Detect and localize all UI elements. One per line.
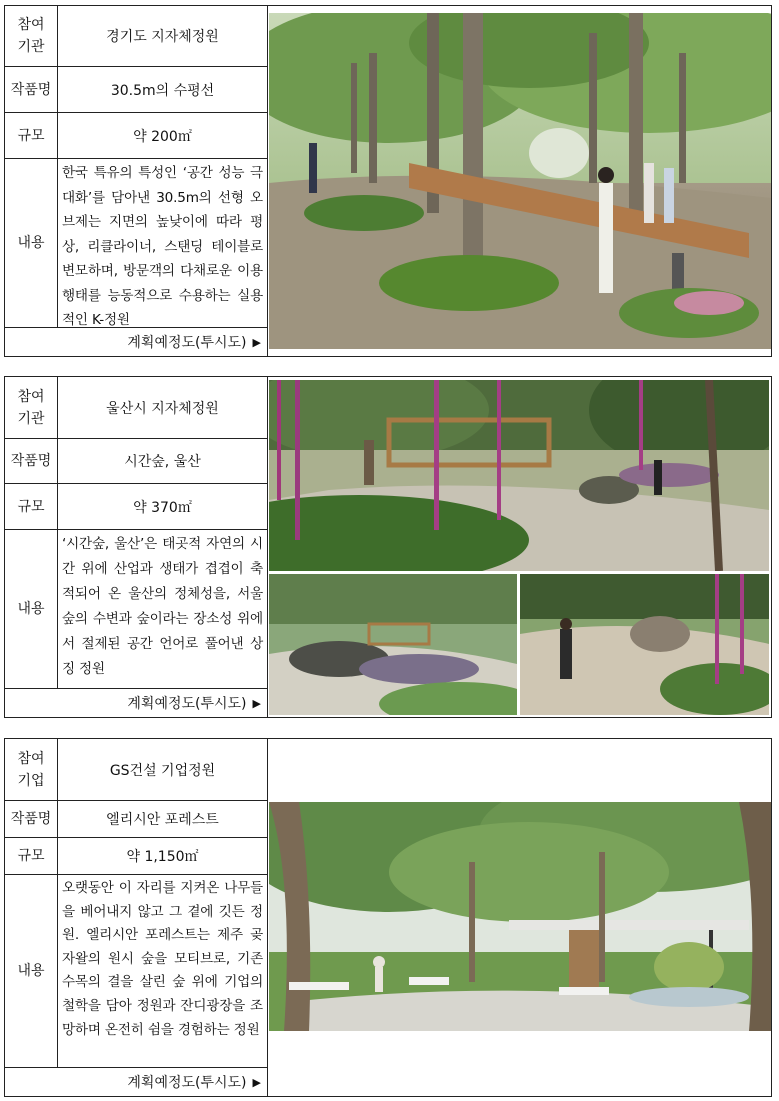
scale-label: 규모 — [5, 484, 58, 529]
org-label: 참여 기관 — [5, 6, 58, 66]
name-value: 30.5m의 수평선 — [110, 82, 215, 99]
org-label: 참여 기업 — [5, 739, 58, 800]
perspective-image-main — [269, 380, 769, 571]
content-label: 내용 — [5, 159, 58, 327]
footer-caption — [5, 327, 268, 356]
scale-value: 약 200㎡ — [133, 128, 192, 145]
play-triangle-icon: ▶ — [252, 335, 261, 349]
content-label: 내용 — [5, 530, 58, 688]
play-triangle-icon: ▶ — [252, 1075, 261, 1089]
org-value: GS건설 기업정원 — [109, 762, 216, 779]
info-table — [5, 6, 268, 328]
perspective-image-sub-left — [269, 574, 517, 715]
org-value: 경기도 지자체정원 — [106, 29, 219, 45]
play-triangle-icon: ▶ — [252, 696, 261, 710]
org-label: 참여 기관 — [5, 377, 58, 438]
perspective-image — [269, 13, 771, 349]
garden-entry-gs — [4, 738, 772, 1097]
name-label: 작품명 — [5, 67, 58, 112]
name-label: 작품명 — [5, 801, 58, 837]
perspective-image — [269, 802, 771, 1031]
perspective-image-sub-right — [520, 574, 769, 715]
org-value: 울산시 지자체정원 — [106, 400, 219, 417]
info-table — [5, 377, 268, 689]
garden-entry-ulsan — [4, 376, 772, 718]
info-table — [5, 739, 268, 1068]
scale-label: 규모 — [5, 113, 58, 158]
content-value: ‘시간숲, 울산’은 태곳적 자연의 시간 위에 산업과 생태가 겹겹이 축적되어 온 울산의 정체성을, 서울숲의 수변과 숲이라는 장소성 위에서 절제된 공간 언어로 풀어낸 상징 정원 — [62, 536, 263, 677]
footer-label: 계획예정도(투시도) — [127, 335, 247, 351]
footer-label: 계획예정도(투시도) — [127, 696, 247, 712]
name-value: 엘리시안 포레스트 — [106, 812, 219, 828]
garden-entry-gyeonggi — [4, 5, 772, 357]
footer-label: 계획예정도(투시도) — [127, 1075, 247, 1091]
content-value: 한국 특유의 특성인 ‘공간 성능 극대화’를 담아낸 30.5m의 선형 오브제는 지면의 높낮이에 따라 평상, 리클라이너, 스탠딩 테이블로 변모하며, 방문객의 다채로운 이용 행태를 능동적으로 수용하는 실용적인 K-정원 — [62, 165, 263, 328]
content-label: 내용 — [5, 875, 58, 1067]
name-label: 작품명 — [5, 439, 58, 483]
footer-caption — [5, 1067, 268, 1096]
content-value: 오랫동안 이 자리를 지켜온 나무들을 베어내지 않고 그 곁에 깃든 정원. 엘리시안 포레스트는 제주 곶자왈의 원시 숲을 모티브로, 기존 수목의 결을 살린 숲 위에 기업의 철학을 담아 정원과 잔디광장을 조망하며 온전히 쉼을 경험하는 정원 — [62, 880, 263, 1038]
scale-label: 규모 — [5, 838, 58, 874]
name-value: 시간숲, 울산 — [124, 454, 201, 470]
scale-value: 약 370㎡ — [133, 499, 192, 516]
scale-value: 약 1,150㎡ — [126, 849, 199, 865]
footer-caption — [5, 688, 268, 717]
